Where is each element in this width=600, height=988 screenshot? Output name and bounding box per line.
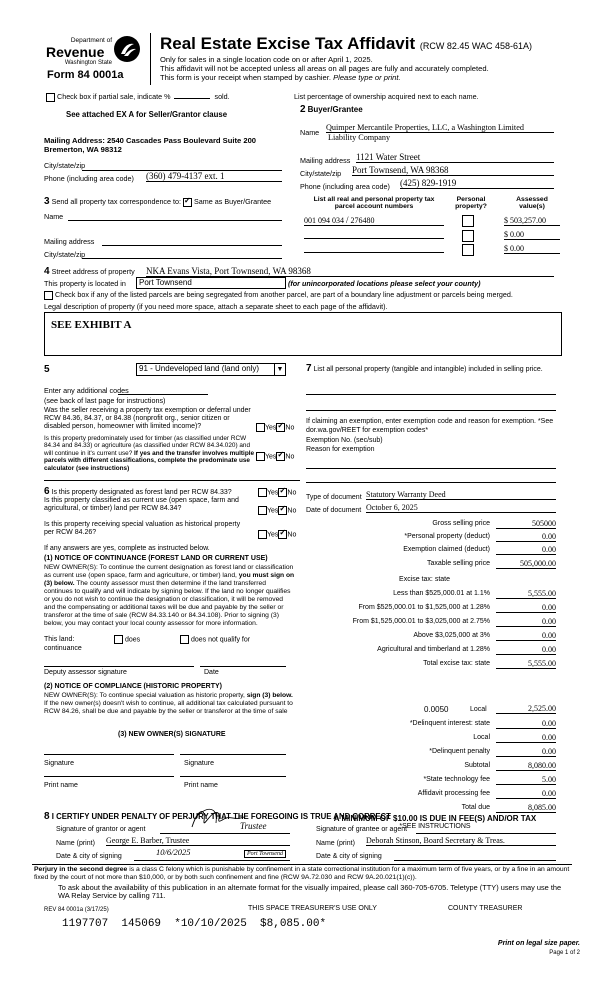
assessed-value-2[interactable]: $ 0.00 xyxy=(504,230,560,240)
unincorporated-note: (for unincorporated locations please select your county) xyxy=(288,279,481,288)
revision-label: REV 84 0001a (3/17/25) xyxy=(44,907,109,913)
segregated-row: Check box if any of the listed parcels are being segregated from another parcel, are part of a boundary line adjustment or parcels being merged. xyxy=(44,290,513,300)
grantor-signature-label: Signature of grantor or agent xyxy=(56,826,146,833)
buyer-heading: 2 Buyer/Grantee xyxy=(300,104,363,115)
tax-row-value[interactable]: 505,000.00 xyxy=(496,559,556,569)
parcel-account-1[interactable]: 001 094 034 / 276480 xyxy=(304,215,444,226)
personal-property-checkbox-3[interactable] xyxy=(462,244,474,256)
tax-row-value[interactable]: 0.00 xyxy=(496,532,556,542)
partial-sale-row: Check box if partial sale, indicate % sold. xyxy=(46,92,230,102)
treasurer-stamp: 1197707 145069 *10/10/2025 $8,085.00* xyxy=(62,918,327,930)
tax-row-label: Affidavit processing fee xyxy=(417,790,490,797)
doc-type-label: Type of document xyxy=(306,494,362,501)
tax-row-label: From $525,000.01 to $1,525,000 at 1.28% xyxy=(358,604,490,611)
revenue-logo-icon xyxy=(112,34,142,64)
header-line-2: This affidavit will not be accepted unless all areas on all pages are fully and accurately completed. xyxy=(160,64,489,73)
exemption-yes[interactable] xyxy=(256,423,265,432)
notice-compliance-title: (2) NOTICE OF COMPLIANCE (HISTORIC PROPERTY) xyxy=(44,683,222,690)
tax-row-value[interactable]: 5.00 xyxy=(496,775,556,785)
tax-row-value[interactable]: 0.00 xyxy=(496,603,556,613)
use-code-select[interactable]: 91 - Undeveloped land (land only) ▼ xyxy=(136,363,286,376)
tax-row-label: Excise tax: state xyxy=(399,576,450,583)
tax-row-label: Taxable selling price xyxy=(426,560,490,567)
grantor-date-value[interactable]: 10/6/2025 xyxy=(156,847,191,857)
treasurer-use-label: THIS SPACE TREASURER'S USE ONLY xyxy=(248,905,377,912)
tax-row-value[interactable]: 0.00 xyxy=(496,645,556,655)
tax-row-value[interactable]: 0.00 xyxy=(496,789,556,799)
doc-type-value[interactable]: Statutory Warranty Deed xyxy=(366,490,556,500)
owner-print-label-2: Print name xyxy=(184,782,218,789)
same-as-buyer-checkbox[interactable] xyxy=(183,198,192,207)
assessed-value-header: Assessed value(s) xyxy=(516,196,548,210)
grantee-signature-label: Signature of grantee or agent xyxy=(316,826,408,833)
tax-row-value[interactable]: 5,555.00 xyxy=(496,589,556,599)
notice-continuance-title: (1) NOTICE OF CONTINUANCE (FOREST LAND OR CURRENT USE) xyxy=(44,555,268,562)
historic-yes[interactable] xyxy=(258,530,267,539)
assessed-value-1[interactable]: $ 503,257.00 xyxy=(504,216,560,226)
personal-property-header: Personal property? xyxy=(455,196,487,210)
tax-row-label: *State technology fee xyxy=(423,776,490,783)
this-land-label: This land: xyxy=(44,636,75,643)
see-attached-label: See attached EX A for Seller/Grantor clause xyxy=(66,110,228,119)
tax-row-value[interactable]: 0.00 xyxy=(496,719,556,729)
grantor-name-value[interactable]: George E. Barber, Trustee xyxy=(106,836,290,846)
doc-date-label: Date of document xyxy=(306,507,362,514)
seller-phone-label: Phone (including area code) xyxy=(44,174,134,183)
tax-row-value[interactable]: 0.00 xyxy=(496,747,556,757)
exemption-yn: Yes✓ No xyxy=(256,423,294,432)
sec3-row: 3 Send all property tax correspondence to: ✓ Same as Buyer/Grantee xyxy=(44,196,271,207)
personal-property-checkbox-1[interactable] xyxy=(462,215,474,227)
header-line-1: Only for sales in a single location code on or after April 1, 2025. xyxy=(160,55,373,64)
seller-phone-value[interactable]: (360) 479-4137 ext. 1 xyxy=(146,171,282,182)
tax-row-label: Total due xyxy=(461,804,490,811)
current-use-no[interactable] xyxy=(278,506,287,515)
tax-row-label: Gross selling price xyxy=(432,520,490,527)
local-label: Local xyxy=(470,706,487,713)
sec3-city-label: City/state/zip xyxy=(44,250,86,259)
owner-print-label-1: Print name xyxy=(44,782,78,789)
grantor-city-value[interactable]: Port Townsend xyxy=(244,850,286,858)
legal-description-label: Legal description of property (if you need more space, attach a separate sheet to each page of the affidavit). xyxy=(44,302,388,311)
sec5-number: 5 xyxy=(44,364,50,375)
current-use-yes[interactable] xyxy=(258,506,267,515)
minimum-notice: A MINIMUM OF $10.00 IS DUE IN FEE(S) AND/OR TAX xyxy=(333,814,537,823)
timber-yes[interactable] xyxy=(256,452,265,461)
buyer-mailing-value[interactable]: 1121 Water Street xyxy=(356,152,554,163)
forest-yn: Yes✓ No xyxy=(258,488,296,497)
form-number: Form 84 0001a xyxy=(47,69,124,81)
certify-heading: 8 I CERTIFY UNDER PENALTY OF PERJURY THAT THE FOREGOING IS TRUE AND CORRECT xyxy=(44,811,391,822)
alt-format-notice: To ask about the availability of this publication in an alternate format for the visually impaired, please call 360-705-6705. Teletype (TTY) users may use the WA Relay Service by calling 711. xyxy=(58,883,562,900)
buyer-phone-label: Phone (including area code) xyxy=(300,182,390,191)
forest-question: 6 Is this property designated as forest land per RCW 84.33? xyxy=(44,486,232,497)
partial-sale-checkbox[interactable] xyxy=(46,93,55,102)
buyer-name-value-1[interactable]: Quimper Mercantile Properties, LLC, a Washington Limited xyxy=(326,123,554,133)
legal-description-box[interactable] xyxy=(44,312,562,356)
buyer-phone-value[interactable]: (425) 829-1919 xyxy=(400,178,554,189)
dropdown-arrow-icon[interactable]: ▼ xyxy=(274,364,285,375)
tax-row-label: *Delinquent penalty xyxy=(429,748,490,755)
header-line-3: This form is your receipt when stamped by cashier. Please type or print. xyxy=(160,73,401,82)
exemption-claim-label: If claiming an exemption, enter exemption code and reason for exemption. *See dor.wa.gov/REET for exemption codes* xyxy=(306,418,554,434)
timber-no[interactable] xyxy=(276,452,285,461)
does-option: does xyxy=(114,635,140,644)
tax-row-value[interactable]: 0.00 xyxy=(496,617,556,627)
county-treasurer-label: COUNTY TREASURER xyxy=(448,905,523,912)
deputy-signature-label: Deputy assessor signature xyxy=(44,669,127,676)
seller-city: Bremerton, WA 98312 xyxy=(44,145,122,154)
notice-compliance-text: NEW OWNER(S): To continue special valuation as historic property, sign (3) below. If the new owner(s) doesn't wish to continue, all additional tax calculated pursuant to RCW 84.26, shall be due and payable by the seller or transferor at the time of sale xyxy=(44,692,293,715)
owner-signature-label-1: Signature xyxy=(44,760,74,767)
tax-row-value[interactable]: 8,085.00 xyxy=(496,803,556,813)
grantee-name-label: Name (print) xyxy=(316,840,355,847)
buyer-mailing-label: Mailing address xyxy=(300,156,351,165)
does-checkbox[interactable] xyxy=(114,635,123,644)
if-yes-note: If any answers are yes, complete as instructed below. xyxy=(44,545,210,552)
tax-row-value[interactable]: 8,080.00 xyxy=(496,761,556,771)
tax-row-value[interactable]: 0.00 xyxy=(496,545,556,555)
timber-question: Is this property predominately used for timber (as classified under RCW 84.34 and 84.33) or agriculture (as classified under RCW 84.34.020) and will continue in it's current use? If yes and the transfer involves multiple parcels with different classifications, complete the predominate use calculator (see instructions) xyxy=(44,435,255,472)
tax-row-value[interactable]: 0.00 xyxy=(496,631,556,641)
tax-row-label: Less than $525,000.01 at 1.1% xyxy=(393,590,490,597)
parcel-header: List all real and personal property tax parcel account numbers xyxy=(313,196,435,210)
new-owner-signature-title: (3) NEW OWNER(S) SIGNATURE xyxy=(118,731,226,738)
exemption-question: Was the seller receiving a property tax exemption or deferral under RCW 84.36, 84.37, or 84.38 (nonprofit org., senior citizen or disabled person, homeowner with limited income)? xyxy=(44,407,251,430)
exemption-no-label: Exemption No. (sec/sub) xyxy=(306,437,383,444)
personal-property-list-label: 7 List all personal property (tangible and intangible) included in selling price. xyxy=(306,363,543,374)
exhibit-text: SEE EXHIBIT A xyxy=(51,319,132,331)
dept-label: Department of xyxy=(70,37,112,44)
historic-question: Is this property receiving special valuation as historical property per RCW 84.26? xyxy=(44,521,241,536)
street-address-label: 4 Street address of property xyxy=(44,266,135,277)
timber-yn: Yes✓ No xyxy=(256,452,294,461)
tax-row-label: *Personal property (deduct) xyxy=(404,533,490,540)
notice-continuance-text: NEW OWNER(S): To continue the current designation as forest land or classification as current use (open space, farm and agriculture, or timber) land, you must sign on (3) below. The county assessor must then determine if the land transferred continues to qualify and will indicate by signing below. If the land no longer qualifies or you do not wish to continue the designation or classification, it will be removed and the compensating or additional taxes will be due and payable by the seller or transferor at the time of sale (RCW 84.33.140 or 84.34.108). Prior to signing (3) below, you may contact your local county assessor for more information. xyxy=(44,564,295,627)
current-use-question: Is this property classified as current use (open space, farm and agricultural, or timber) land per RCW 84.34? xyxy=(44,497,239,512)
exemption-no[interactable] xyxy=(276,423,285,432)
buyer-name-label: Name xyxy=(300,128,320,137)
tax-row-label: Subtotal xyxy=(464,762,490,769)
grantee-name-value[interactable]: Deborah Stinson, Board Secretary & Treas. xyxy=(366,836,556,846)
historic-no[interactable] xyxy=(278,530,287,539)
revenue-logo-text: Revenue xyxy=(46,44,105,60)
seller-mailing: Mailing Address: 2540 Cascades Pass Boulevard Suite 200 xyxy=(44,136,257,145)
form-title: Real Estate Excise Tax Affidavit (RCW 82.45 WAC 458-61A) xyxy=(160,34,533,53)
legal-paper-note: Print on legal size paper. xyxy=(497,940,580,947)
does-not-checkbox[interactable] xyxy=(180,635,189,644)
tax-row-label: From $1,525,000.01 to $3,025,000 at 2.75% xyxy=(352,618,490,625)
doc-date-value[interactable]: October 6, 2025 xyxy=(366,503,556,513)
local-tax-value[interactable]: 2,525.00 xyxy=(496,704,556,714)
sec3-name-label: Name xyxy=(44,212,64,221)
exemption-reason-label: Reason for exemption xyxy=(306,446,375,453)
tax-row-label: Exemption claimed (deduct) xyxy=(403,546,490,553)
grantor-signature[interactable] xyxy=(188,803,248,833)
additional-codes-label: Enter any additional codes xyxy=(44,386,129,395)
segregated-checkbox[interactable] xyxy=(44,291,53,300)
trustee-scribble: Trustee xyxy=(240,821,267,831)
buyer-city-label: City/state/zip xyxy=(300,169,342,178)
sec3-mailing-label: Mailing address xyxy=(44,237,95,246)
tax-row-label: Local xyxy=(473,734,490,741)
location-select[interactable]: Port Townsend xyxy=(136,277,286,289)
perjury-notice: Perjury in the second degree is a class C felony which is punishable by confinement in a state correctional institution for a maximum term of five years, or by a fine in an amount fixed by the court of not more than $10,000, or by both such confinement and fine (RCW 9A.72.030 and RCW 9A.20.021(1)(c)). xyxy=(34,866,570,881)
tax-row-value[interactable]: 505000 xyxy=(496,519,556,529)
see-last-page: (see back of last page for instructions) xyxy=(44,396,166,405)
page-number: Page 1 of 2 xyxy=(549,950,580,956)
tax-row-value[interactable]: 0.00 xyxy=(496,733,556,743)
deputy-date-label: Date xyxy=(204,669,219,676)
tax-row-label: Above $3,025,000 at 3% xyxy=(413,632,490,639)
tax-row-label: Total excise tax: state xyxy=(423,660,490,667)
forest-no[interactable] xyxy=(278,488,287,497)
street-address-value[interactable]: NKA Evans Vista, Port Townsend, WA 98368 xyxy=(146,266,554,277)
does-not-option: does not qualify for xyxy=(180,635,250,644)
assessed-value-3[interactable]: $ 0.00 xyxy=(504,244,560,254)
state-label: Washington State xyxy=(64,60,112,66)
buyer-name-value-2: Liability Company xyxy=(328,133,391,142)
tax-row-label: Agricultural and timberland at 1.28% xyxy=(377,646,490,653)
seller-citystatezip-label: City/state/zip xyxy=(44,161,86,170)
historic-yn: Yes✓ No xyxy=(258,530,296,539)
grantor-date-label: Date & city of signing xyxy=(56,853,122,860)
local-rate: 0.0050 xyxy=(424,705,449,714)
personal-property-checkbox-2[interactable] xyxy=(462,230,474,242)
pct-note: List percentage of ownership acquired next to each name. xyxy=(294,92,479,101)
tax-row-label: *Delinquent interest: state xyxy=(409,720,490,727)
buyer-city-value[interactable]: Port Townsend, WA 98368 xyxy=(352,165,554,176)
see-instructions: *SEE INSTRUCTIONS xyxy=(399,823,471,830)
grantee-date-label: Date & city of signing xyxy=(316,853,382,860)
forest-yes[interactable] xyxy=(258,488,267,497)
tax-row-value[interactable]: 5,555.00 xyxy=(496,659,556,669)
continuance-label: continuance xyxy=(44,645,82,652)
grantor-name-label: Name (print) xyxy=(56,840,95,847)
located-label: This property is located in xyxy=(44,279,126,288)
current-use-yn: Yes✓ No xyxy=(258,506,296,515)
owner-signature-label-2: Signature xyxy=(184,760,214,767)
